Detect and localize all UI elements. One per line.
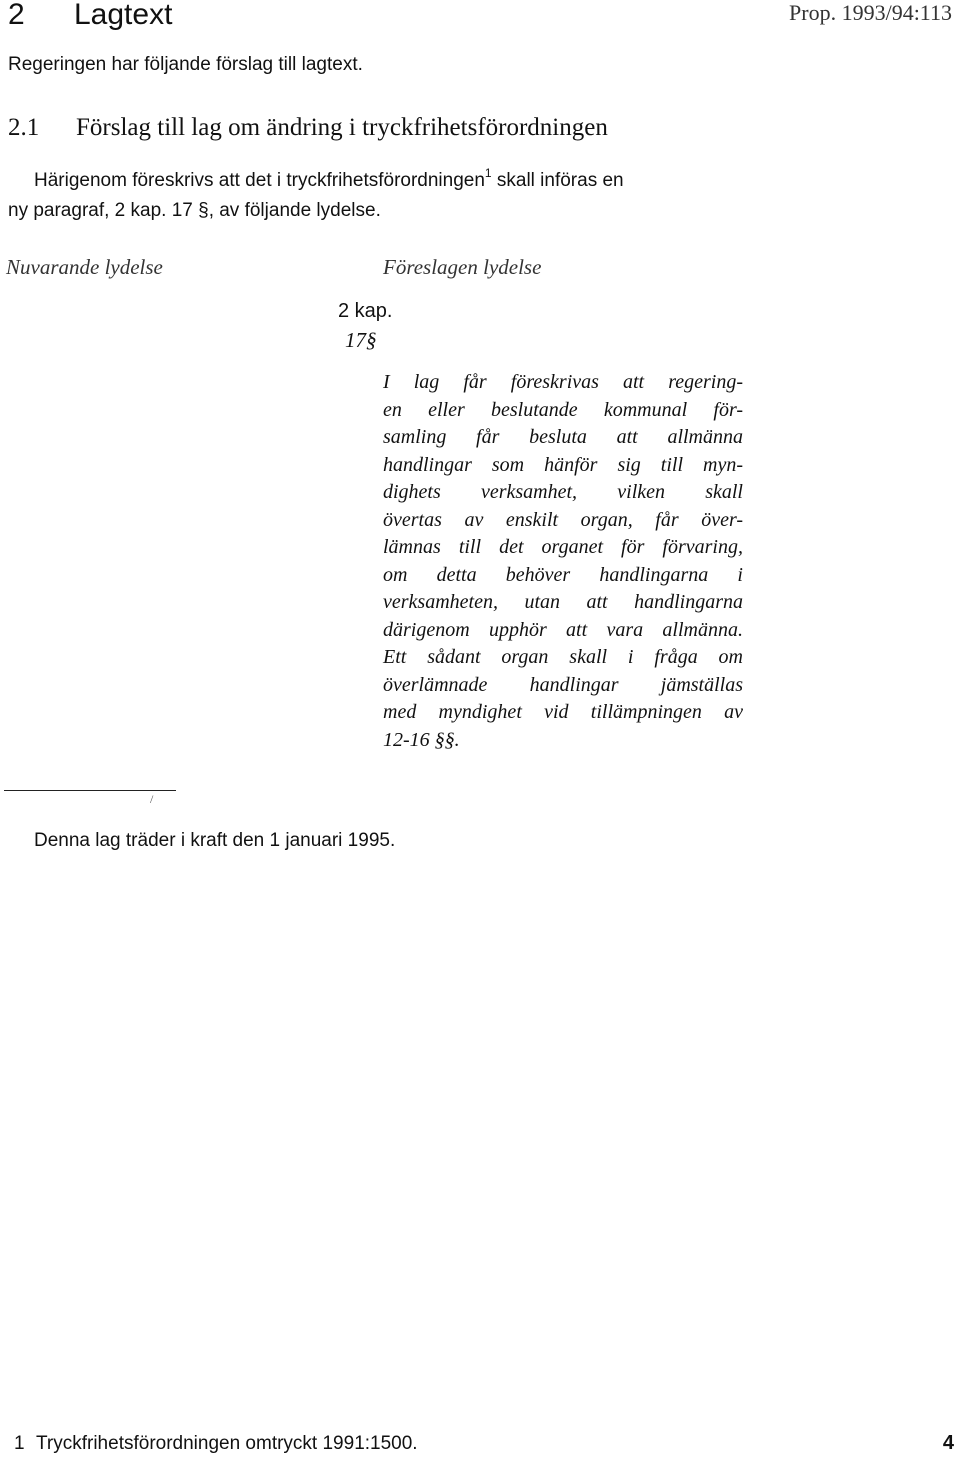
body-line-1-before: Härigenom föreskrivs att det i tryckfrihetsförordningen bbox=[34, 170, 485, 191]
proposed-line: verksamheten, utan att handlingarna bbox=[383, 591, 743, 613]
proposed-line: överlämnade handlingar jämställas bbox=[383, 673, 743, 696]
paragraph-reference: 17§ bbox=[345, 328, 377, 352]
footnote-reference: 1 bbox=[484, 166, 492, 180]
current-wording-heading: Nuvarande lydelse bbox=[6, 255, 163, 279]
proposed-line: en eller beslutande kommunal för- bbox=[383, 398, 743, 421]
chapter-heading bbox=[8, 0, 172, 32]
proposed-line: Ett sådant organ skall i fråga om bbox=[383, 646, 743, 668]
proposed-wording-heading: Föreslagen lydelse bbox=[383, 255, 542, 279]
proposed-line: samling får besluta att allmänna bbox=[383, 426, 743, 448]
proposed-line: därigenom upphör att vara allmänna. bbox=[383, 618, 743, 641]
footnote bbox=[14, 1433, 418, 1455]
proposed-line: lämnas till det organet för förvaring, bbox=[383, 536, 743, 558]
separator-rule bbox=[4, 790, 176, 791]
rule-mark: / bbox=[150, 792, 154, 806]
proposed-line: övertas av enskilt organ, får över- bbox=[383, 508, 743, 531]
effective-date-text: Denna lag träder i kraft den 1 januari 1995. bbox=[34, 830, 396, 851]
body-line-1-after: skall införas en bbox=[491, 170, 624, 191]
body-line-2: ny paragraf, 2 kap. 17 §, av följande lydelse. bbox=[8, 200, 381, 221]
proposed-wording-text bbox=[383, 369, 743, 754]
footnote-text: Tryckfrihetsförordningen omtryckt 1991:1500. bbox=[36, 1433, 418, 1454]
chapter-title: Lagtext bbox=[74, 0, 173, 31]
footnote-number: 1 bbox=[14, 1433, 25, 1454]
proposed-line: I lag får föreskrivas att regering- bbox=[383, 371, 743, 393]
section-heading bbox=[8, 114, 608, 142]
chapter-reference: 2 kap. bbox=[338, 300, 393, 322]
proposed-line: 12-16 §§. bbox=[383, 728, 460, 751]
body-paragraph bbox=[8, 166, 768, 226]
section-title: Förslag till lag om ändring i tryckfrihetsförordningen bbox=[76, 114, 608, 141]
section-number: 2.1 bbox=[8, 114, 40, 141]
proposed-line: handlingar som hänför sig till myn- bbox=[383, 453, 743, 476]
proposed-line: dighets verksamhet, vilken skall bbox=[383, 481, 743, 503]
proposed-line: om detta behöver handlingarna i bbox=[383, 563, 743, 586]
document-reference: Prop. 1993/94:113 bbox=[789, 0, 952, 25]
chapter-number: 2 bbox=[8, 0, 25, 31]
page-number: 4 bbox=[942, 1432, 954, 1454]
body-line-1 bbox=[8, 166, 768, 196]
proposed-line: med myndighet vid tillämpningen av bbox=[383, 701, 743, 723]
intro-text: Regeringen har följande förslag till lagtext. bbox=[8, 54, 363, 75]
